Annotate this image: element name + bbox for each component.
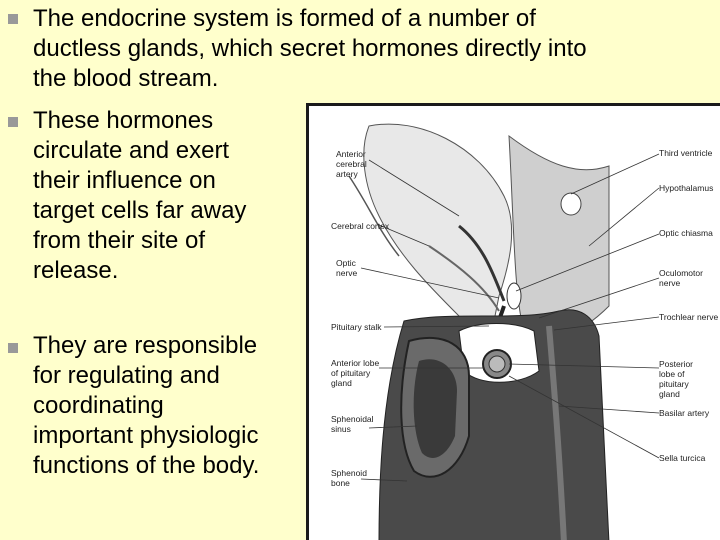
- svg-text:Sphenoidalsinus: Sphenoidal sinus: [331, 414, 374, 434]
- label-sphenoidal-sinus: Sphenoidal: [331, 414, 374, 424]
- posterior-lobe-core: [489, 356, 505, 372]
- svg-text:Opticnerve: Optic nerve: [336, 258, 358, 278]
- svg-text:Anteriorcerebralartery: Anterior cerebral artery: [336, 149, 367, 179]
- bullet-line: functions of the body.: [33, 452, 260, 479]
- bullet-marker-icon: [8, 14, 18, 24]
- label-optic-nerve: Optic: [336, 258, 356, 268]
- bullet-text-2: [33, 106, 246, 286]
- bullet-text-3: [33, 331, 259, 481]
- bullet-line: their influence on: [33, 167, 216, 194]
- pituitary-anatomy-figure: [306, 103, 720, 540]
- label-anterior-cerebral-artery: Anterior: [336, 149, 366, 159]
- label-basilar-artery: Basilar artery: [659, 408, 710, 418]
- anatomy-illustration: [309, 106, 720, 540]
- bullet-line: for regulating and: [33, 362, 220, 389]
- label-oculomotor-nerve: Oculomotor: [659, 268, 703, 278]
- sphenoidal-sinus-inner: [414, 359, 457, 458]
- bullet-line: They are responsible: [33, 332, 258, 359]
- label-anterior-lobe: Anterior lobe: [331, 358, 380, 368]
- label-posterior-lobe: Posterior: [659, 359, 694, 369]
- bullet-line: circulate and exert: [33, 137, 230, 164]
- bullet-marker-icon: [8, 343, 18, 353]
- label-trochlear-nerve: Trochlear nerve: [659, 312, 719, 322]
- bullet-line: the blood stream.: [33, 65, 219, 92]
- bullet-line: release.: [33, 257, 119, 284]
- label-third-ventricle: Third ventricle: [659, 148, 713, 158]
- svg-text:Posteriorlobe ofpituitarygland: Posterior lobe of pituitary gland: [659, 359, 694, 399]
- bullet-line: coordinating: [33, 392, 164, 419]
- bullet-line: ductless glands, which secret hormones directly into: [33, 35, 587, 62]
- svg-text:Oculomotornerve: Oculomotor nerve: [659, 268, 703, 288]
- bullet-text-1: [33, 4, 587, 94]
- label-pituitary-stalk: Pituitary stalk: [331, 322, 382, 332]
- bullet-line: The endocrine system is formed of a number of: [33, 5, 536, 32]
- third-ventricle-shape: [561, 193, 581, 215]
- bullet-line: important physiologic: [33, 422, 259, 449]
- bullet-line: target cells far away: [33, 197, 247, 224]
- svg-text:Sphenoidbone: Sphenoid bone: [331, 468, 367, 488]
- bullet-line: from their site of: [33, 227, 206, 254]
- label-hypothalamus: Hypothalamus: [659, 183, 714, 193]
- bullet-line: These hormones: [33, 107, 214, 134]
- hypothalamus-shape: [509, 136, 609, 338]
- label-sella-turcica: Sella turcica: [659, 453, 706, 463]
- bullet-marker-icon: [8, 117, 18, 127]
- label-optic-chiasma: Optic chiasma: [659, 228, 713, 238]
- svg-text:Anterior lobeof pituitarygland: Anterior lobe of pituitary gland: [331, 358, 380, 388]
- label-sphenoid-bone: Sphenoid: [331, 468, 367, 478]
- optic-nerve-oval: [507, 283, 521, 309]
- label-cerebral-cortex: Cerebral cortex: [331, 221, 390, 231]
